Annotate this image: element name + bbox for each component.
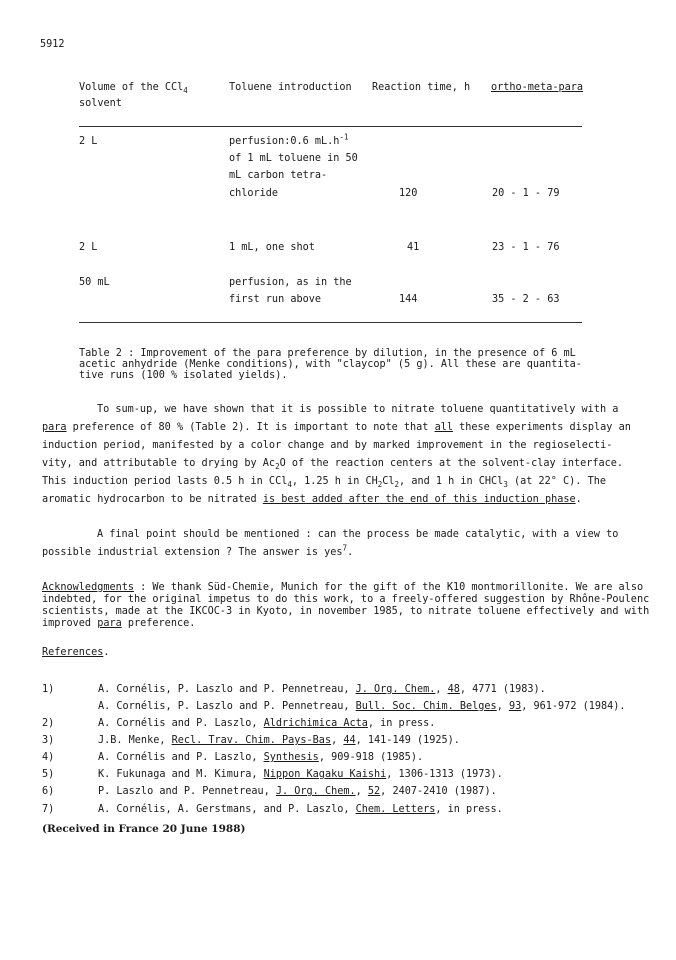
table-header-reaction-time: Reaction time, h: [372, 82, 471, 93]
paragraph1-line1: To sum-up, we have shown that it is possible to nitrate toluene quantitatively with a: [97, 404, 619, 415]
acknowledgments-line4: improved para preference.: [42, 618, 196, 629]
acknowledgments-line2: indebted, for the original impetus to do this work, to a freely-offered suggestion by Rhône-Poulenc: [42, 594, 650, 605]
row1-time: 120: [399, 188, 418, 199]
table-caption-line2: acetic anhydride (Menke conditions), with "claycop" (5 g). All these are quantita-: [79, 359, 582, 370]
references-heading: References.: [42, 647, 110, 658]
table-header-ratio: ortho-meta-para: [491, 82, 584, 93]
table-caption-line3: tive runs (100 % isolated yields).: [79, 370, 288, 381]
paragraph2-line2: possible industrial extension ? The answer is yes$^7$.: [42, 543, 354, 558]
row2-introduction: 1 mL, one shot: [229, 242, 315, 253]
reference-item: P. Laszlo and P. Pennetreau, J. Org. Chem., 52, 2407-2410 (1987).: [98, 786, 497, 797]
row1-introduction-line1: perfusion:0.6 $mL.h^{-1}$: [229, 132, 349, 147]
received-date: (Received in France 20 June 1988): [42, 823, 246, 835]
row1-introduction-line3: mL carbon tetra-: [229, 170, 328, 181]
row3-volume: 50 mL: [79, 277, 110, 288]
paragraph1-line2: para preference of 80 % (Table 2). It is important to note that all these experiments display an: [42, 422, 631, 433]
paragraph1-line6: aromatic hydrocarbon to be nitrated is best added after the end of this induction phase.: [42, 494, 582, 505]
reference-number: 5): [42, 769, 55, 780]
row1-introduction-line4: chloride: [229, 188, 279, 199]
table-caption-line1: Table 2 : Improvement of the para preference by dilution, in the presence of 6 mL: [79, 348, 576, 359]
row1-introduction-line2: of 1 mL toluene in 50: [229, 153, 358, 164]
acknowledgments-line3: scientists, made at the IKCOC-3 in Kyoto, in november 1985, to nitrate toluene effectively and with: [42, 606, 650, 617]
row3-time: 144: [399, 294, 418, 305]
table-header-volume: Volume of the CCl$_4$: [79, 82, 188, 96]
acknowledgments-heading: Acknowledgments: [42, 582, 135, 593]
table-bottom-rule: [79, 322, 582, 323]
reference-number: 4): [42, 752, 55, 763]
reference-item: K. Fukunaga and M. Kimura, Nippon Kagaku Kaishi, 1306-1313 (1973).: [98, 769, 503, 780]
paragraph1-line5: This induction period lasts 0.5 h in CCl$_4$, 1.25 h in $CH_2Cl_2$, and 1 h in CHCl$_3$ (at 22° C). The: [42, 476, 606, 490]
acknowledgments-line1: Acknowledgments : We thank Süd-Chemie, Munich for the gift of the K10 montmorillonite. We are also: [42, 582, 644, 593]
table-top-rule: [79, 126, 582, 127]
paragraph2-line1: A final point should be mentioned : can the process be made catalytic, with a view to: [97, 529, 619, 540]
reference-number: 6): [42, 786, 55, 797]
row3-introduction-line1: perfusion, as in the: [229, 277, 352, 288]
row2-ratio: 23 - 1 - 76: [492, 242, 560, 253]
reference-item: A. Cornélis and P. Laszlo, Synthesis, 909-918 (1985).: [98, 752, 424, 763]
row3-introduction-line2: first run above: [229, 294, 322, 305]
row2-volume: 2 L: [79, 242, 98, 253]
reference-item: A. Cornélis, P. Laszlo and P. Pennetreau, Bull. Soc. Chim. Belges, 93, 961-972 (1984).: [98, 701, 626, 712]
paragraph1-line3: induction period, manifested by a color change and by marked improvement in the regioselecti-: [42, 440, 613, 451]
row3-ratio: 35 - 2 - 63: [492, 294, 560, 305]
reference-number: 7): [42, 804, 55, 815]
reference-number: 3): [42, 735, 55, 746]
reference-item: A. Cornélis and P. Laszlo, Aldrichimica Acta, in press.: [98, 718, 436, 729]
row2-time: 41: [407, 242, 420, 253]
reference-number: 1): [42, 684, 55, 695]
paragraph1-line4: vity, and attributable to drying by $Ac_2O$ of the reaction centers at the solvent-clay interface.: [42, 458, 624, 472]
reference-item: A. Cornélis, P. Laszlo and P. Pennetreau, J. Org. Chem., 48, 4771 (1983).: [98, 684, 546, 695]
row1-ratio: 20 - 1 - 79: [492, 188, 560, 199]
reference-item: A. Cornélis, A. Gerstmans, and P. Laszlo, Chem. Letters, in press.: [98, 804, 503, 815]
reference-number: 2): [42, 718, 55, 729]
row1-volume: 2 L: [79, 136, 98, 147]
table-header-introduction: Toluene introduction: [229, 82, 352, 93]
page-number: 5912: [40, 39, 65, 50]
reference-item: J.B. Menke, Recl. Trav. Chim. Pays-Bas, 44, 141-149 (1925).: [98, 735, 460, 746]
table-header-volume-line2: solvent: [79, 98, 122, 109]
